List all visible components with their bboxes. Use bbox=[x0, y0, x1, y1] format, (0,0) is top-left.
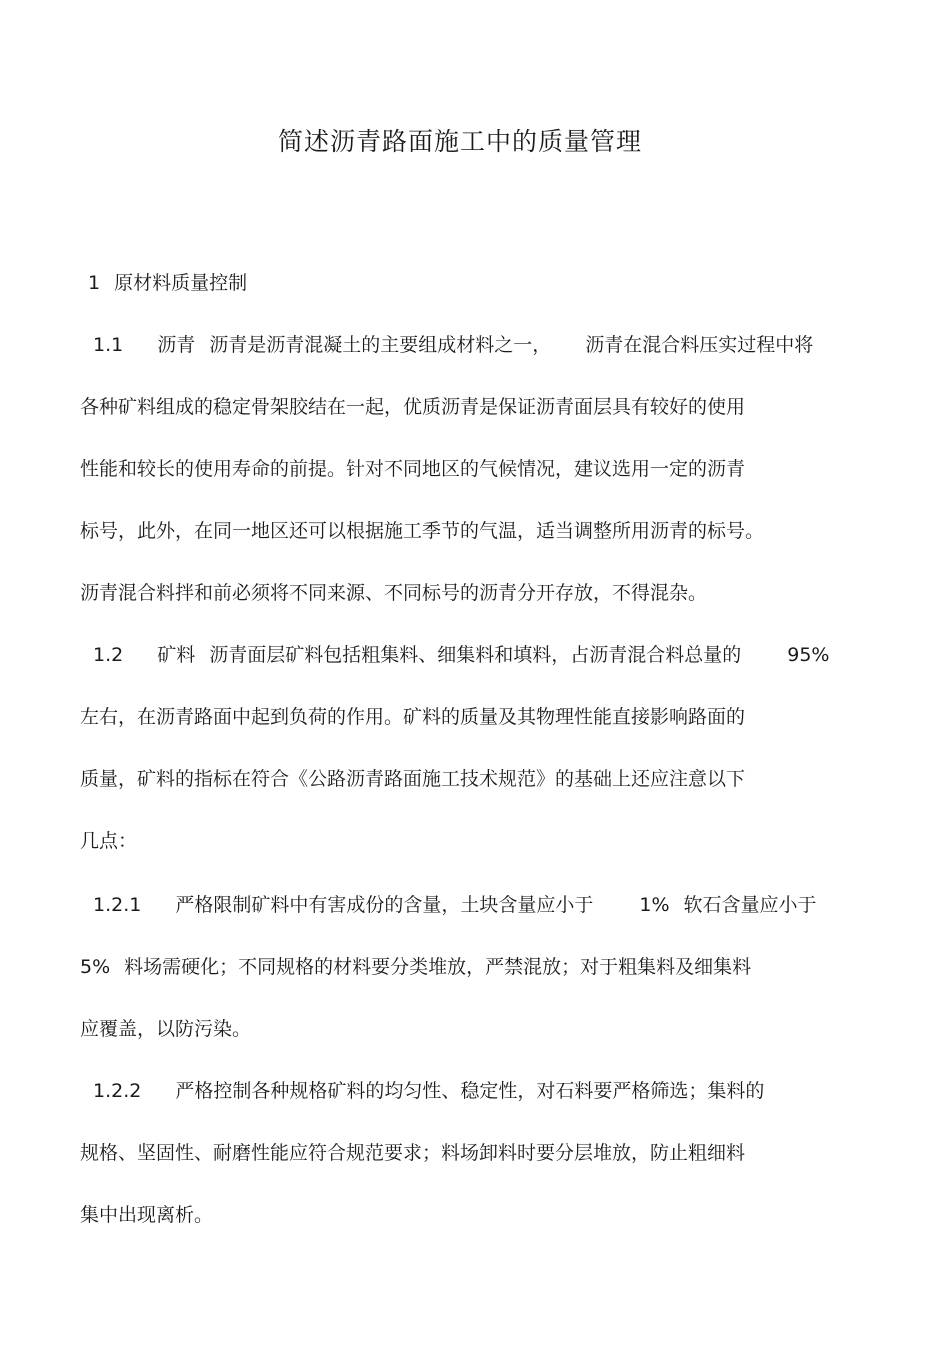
paragraph-1-2-first-line bbox=[93, 641, 829, 669]
paragraph-1-1-first-line bbox=[93, 331, 813, 359]
paragraph-1-2-2-first-line bbox=[93, 1077, 764, 1105]
subsection-number: 1.1 bbox=[93, 334, 124, 356]
subsection-number: 1.2.1 bbox=[93, 894, 142, 916]
paragraph-line: 集中出现离析。 bbox=[80, 1204, 214, 1226]
paragraph-line: 左右，在沥青路面中起到负荷的作用。矿料的质量及其物理性能直接影响路面的 bbox=[80, 706, 746, 728]
paragraph-line bbox=[80, 953, 751, 981]
paragraph-text: 料场需硬化；不同规格的材料要分类堆放，严禁混放；对于粗集料及细集料 bbox=[124, 956, 752, 978]
paragraph-line: 沥青混合料拌和前必须将不同来源、不同标号的沥青分开存放，不得混杂。 bbox=[80, 582, 708, 604]
paragraph-line: 标号，此外，在同一地区还可以根据施工季节的气温，适当调整所用沥青的标号。 bbox=[80, 520, 765, 542]
subsection-label: 沥青 bbox=[157, 334, 196, 356]
subsection-number: 1.2.2 bbox=[93, 1080, 142, 1102]
paragraph-line: 性能和较长的使用寿命的前提。针对不同地区的气候情况，建议选用一定的沥青 bbox=[80, 458, 746, 480]
percentage-value: 95% bbox=[787, 644, 830, 666]
subsection-label: 矿料 bbox=[157, 644, 196, 666]
paragraph-text: 软石含量应小于 bbox=[683, 894, 817, 916]
percentage-value: 1% bbox=[639, 894, 670, 916]
document-title: 简述沥青路面施工中的质量管理 bbox=[277, 127, 642, 156]
paragraph-line: 几点： bbox=[80, 830, 138, 852]
paragraph-text: 严格控制各种规格矿料的均匀性、稳定性，对石料要严格筛选；集料的 bbox=[175, 1080, 765, 1102]
percentage-value: 5% bbox=[80, 956, 111, 978]
paragraph-line: 应覆盖，以防污染。 bbox=[80, 1018, 252, 1040]
paragraph-line: 规格、坚固性、耐磨性能应符合规范要求；料场卸料时要分层堆放，防止粗细料 bbox=[80, 1142, 746, 1164]
paragraph-text: 沥青面层矿料包括粗集料、细集料和填料，占沥青混合料总量的 bbox=[209, 644, 742, 666]
paragraph-1-2-1-first-line bbox=[93, 891, 817, 919]
paragraph-text: 严格限制矿料中有害成份的含量，土块含量应小于 bbox=[175, 894, 594, 916]
paragraph-text: 沥青在混合料压实过程中将 bbox=[585, 334, 814, 356]
paragraph-line: 质量，矿料的指标在符合《公路沥青路面施工技术规范》的基础上还应注意以下 bbox=[80, 768, 746, 790]
subsection-number: 1.2 bbox=[93, 644, 124, 666]
paragraph-text: 沥青是沥青混凝土的主要组成材料之一， bbox=[209, 334, 552, 356]
section-heading bbox=[88, 269, 247, 297]
section-number: 1 bbox=[88, 272, 101, 294]
paragraph-line: 各种矿料组成的稳定骨架胶结在一起，优质沥青是保证沥青面层具有较好的使用 bbox=[80, 396, 746, 418]
section-title: 原材料质量控制 bbox=[114, 272, 248, 294]
